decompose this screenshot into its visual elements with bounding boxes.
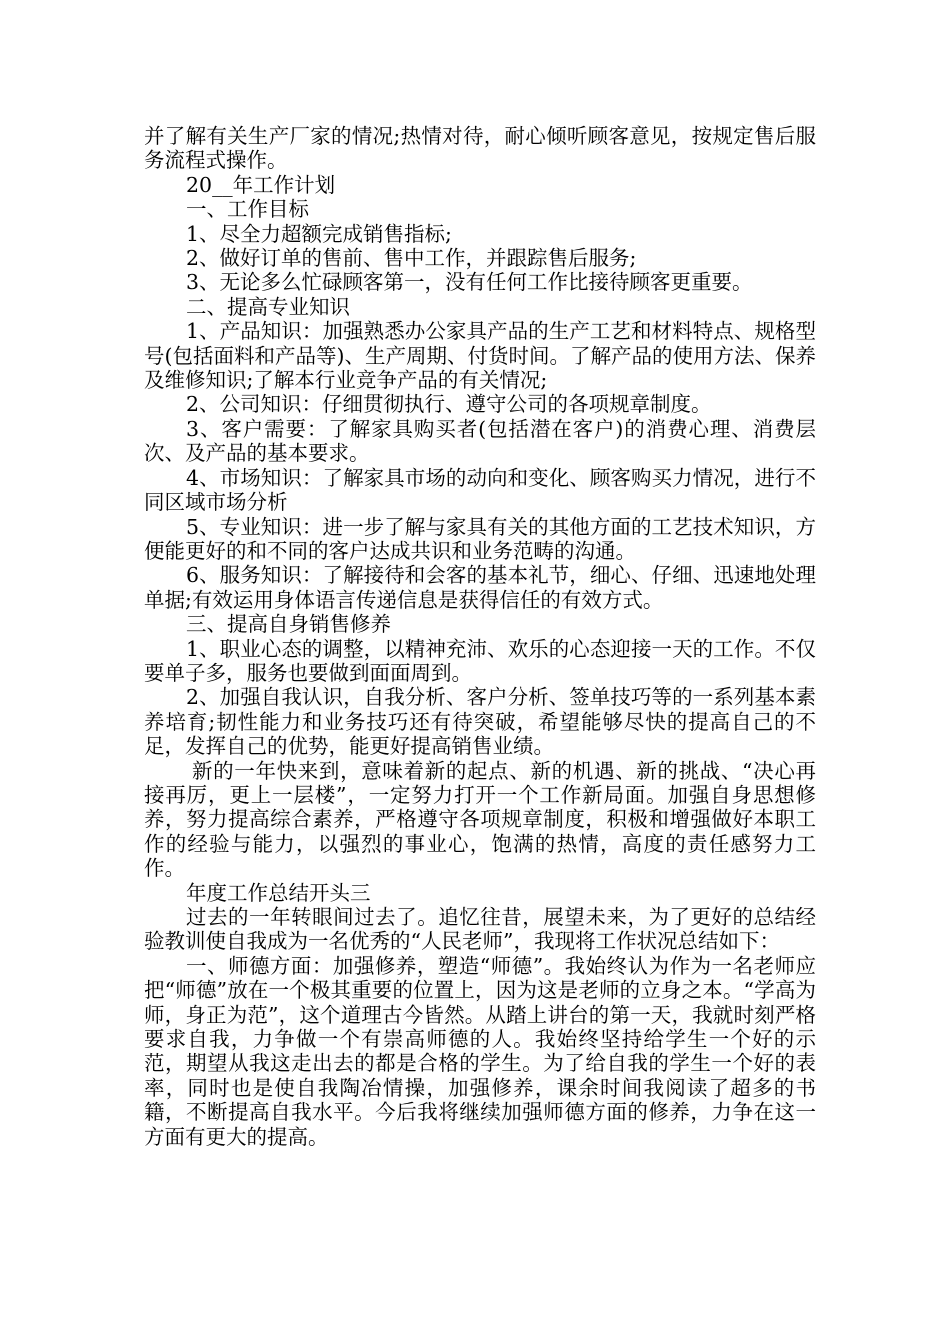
heading-professional-knowledge: 二、提高专业知识 [186,294,350,319]
paragraph-teacher-ethics: 一、师德方面：加强修养，塑造“师德”。我始终认为作为一名老师应把“师德”放在一个极其重要的位置上，因为这是老师的立身之本。“学高为师，身正为范”，这个道理古今皆然。从踏上讲台的第一天，我就时刻严格要求自我，力争做一个有崇高师德的人。我始终坚持给学生一个好的示范，期望从我这走出去的都是合格的学生。为了给自我的学生一个好的表率，同时也是使自我陶冶情操，加强修养，课余时间我阅读了超多的书籍，不断提高自我水平。今后我将继续加强师德方面的修养，力争在这一方面有更大的提高。 [144,953,816,1149]
heading-work-goals: 一、工作目标 [186,197,309,222]
cultivation-item-1: 1、职业心态的调整，以精神充沛、欢乐的心态迎接一天的工作。不仅要单子多，服务也要做到面面周到。 [144,636,816,685]
knowledge-item-market: 4、市场知识：了解家具市场的动向和变化、顾客购买力情况，进行不同区域市场分析 [144,465,816,515]
paragraph-after-sales: 并了解有关生产厂家的情况;热情对待，耐心倾听顾客意见，按规定售后服务流程式操作。 [144,124,816,173]
paragraph-summary-intro: 过去的一年转眼间过去了。追忆往昔，展望未来，为了更好的总结经验教训使自我成为一名优秀的“人民老师”，我现将工作状况总结如下： [144,905,816,954]
goal-item-1: 1、尽全力超额完成销售指标; [186,221,452,246]
document-page [144,124,816,1149]
knowledge-item-professional: 5、专业知识：进一步了解与家具有关的其他方面的工艺技术知识，方便能更好的和不同的客户达成共识和业务范畴的沟通。 [144,514,816,563]
heading-annual-summary-3: 年度工作总结开头三 [186,880,371,905]
paragraph-new-year: 新的一年快来到，意味着新的起点、新的机遇、新的挑战、“决心再接再厉，更上一层楼”，一定努力打开一个工作新局面。加强自身思想修养，努力提高综合素养，严格遵守各项规章制度，积极和增强做好本职工作的经验与能力，以强烈的事业心，饱满的热情，高度的责任感努力工作。 [144,758,816,881]
heading-sales-cultivation: 三、提高自身销售修养 [186,612,391,637]
knowledge-item-product: 1、产品知识：加强熟悉办公家具产品的生产工艺和材料特点、规格型号(包括面料和产品等)、生产周期、付货时间。了解产品的使用方法、保养及维修知识;了解本行业竞争产品的有关情况; [144,319,816,393]
goal-item-2: 2、做好订单的售前、售中工作，并跟踪售后服务; [186,246,637,271]
knowledge-item-company: 2、公司知识：仔细贯彻执行、遵守公司的各项规章制度。 [186,392,712,417]
goal-item-3: 3、无论多么忙碌顾客第一，没有任何工作比接待顾客更重要。 [186,270,753,295]
knowledge-item-service: 6、服务知识：了解接待和会客的基本礼节，细心、仔细、迅速地处理单据;有效运用身体语言传递信息是获得信任的有效方式。 [144,563,816,612]
heading-work-plan: 20__年工作计划 [186,172,336,197]
cultivation-item-2: 2、加强自我认识，自我分析、客户分析、签单技巧等的一系列基本素养培育;韧性能力和业务技巧还有待突破，希望能够尽快的提高自己的不足，发挥自己的优势，能更好提高销售业绩。 [144,685,816,759]
knowledge-item-customer: 3、客户需要：了解家具购买者(包括潜在客户)的消费心理、消费层次、及产品的基本要求。 [144,416,816,466]
